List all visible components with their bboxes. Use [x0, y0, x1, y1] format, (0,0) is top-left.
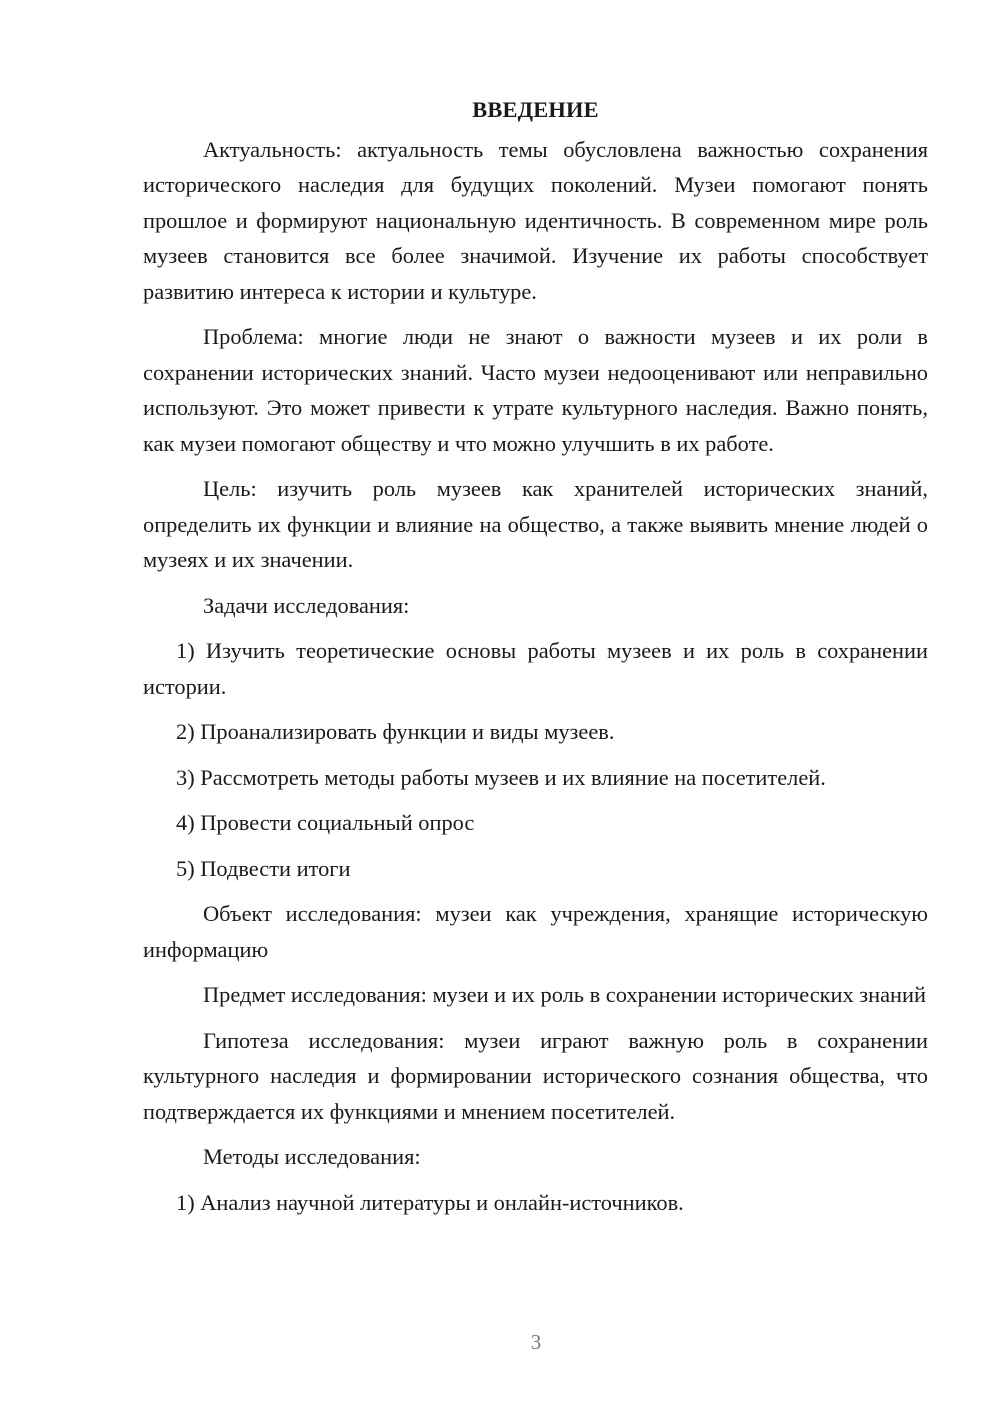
paragraph-object: Объект исследования: музеи как учреждения, хранящие историческую информацию: [143, 901, 928, 962]
paragraph-problem: Проблема: многие люди не знают о важности музеев и их роли в сохранении исторических знаний. Часто музеи недооценивают или неправильно используют. Это может привести к утрате культурного наследия. Важно понять, как музеи помогают обществу и что можно улучшить в их работе.: [143, 324, 928, 456]
paragraph-goal: Цель: изучить роль музеев как хранителей исторических знаний, определить их функции и влияние на общество, а также выявить мнение людей о музеях и их значении.: [143, 476, 928, 572]
task-item-4: 4) Провести социальный опрос: [176, 810, 475, 835]
task-item-5: 5) Подвести итоги: [176, 855, 351, 881]
task-item-2: 2) Проанализировать функции и виды музеев.: [176, 719, 615, 744]
task-item-3: 3) Рассмотреть методы работы музеев и их влияние на посетителей.: [176, 764, 826, 790]
paragraph-methods-title: Методы исследования:: [203, 1144, 421, 1169]
method-item-1: 1) Анализ научной литературы и онлайн-источников.: [176, 1189, 684, 1215]
page-number: 3: [530, 1330, 542, 1354]
section-heading: ВВЕДЕНИЕ: [472, 97, 599, 122]
paragraph-hypothesis: Гипотеза исследования: музеи играют важную роль в сохранении культурного наследия и формировании исторического сознания общества, что подтверждается их функциями и мнением посетителей.: [143, 1027, 928, 1124]
document-body: [143, 92, 928, 1230]
paragraph-tasks-title: Задачи исследования:: [203, 592, 410, 618]
task-item-1: 1) Изучить теоретические основы работы музеев и их роль в сохранении истории.: [143, 638, 928, 699]
paragraph-subject: Предмет исследования: музеи и их роль в сохранении исторических знаний: [203, 982, 926, 1007]
paragraph-relevance: Актуальность: актуальность темы обусловлена важностью сохранения исторического наследия для будущих поколений. Музеи помогают понять прошлое и формируют национальную идентичность. В современном мире роль музеев становится все более значимой. Изучение их работы способствует развитию интереса к истории и культуре.: [143, 136, 928, 304]
